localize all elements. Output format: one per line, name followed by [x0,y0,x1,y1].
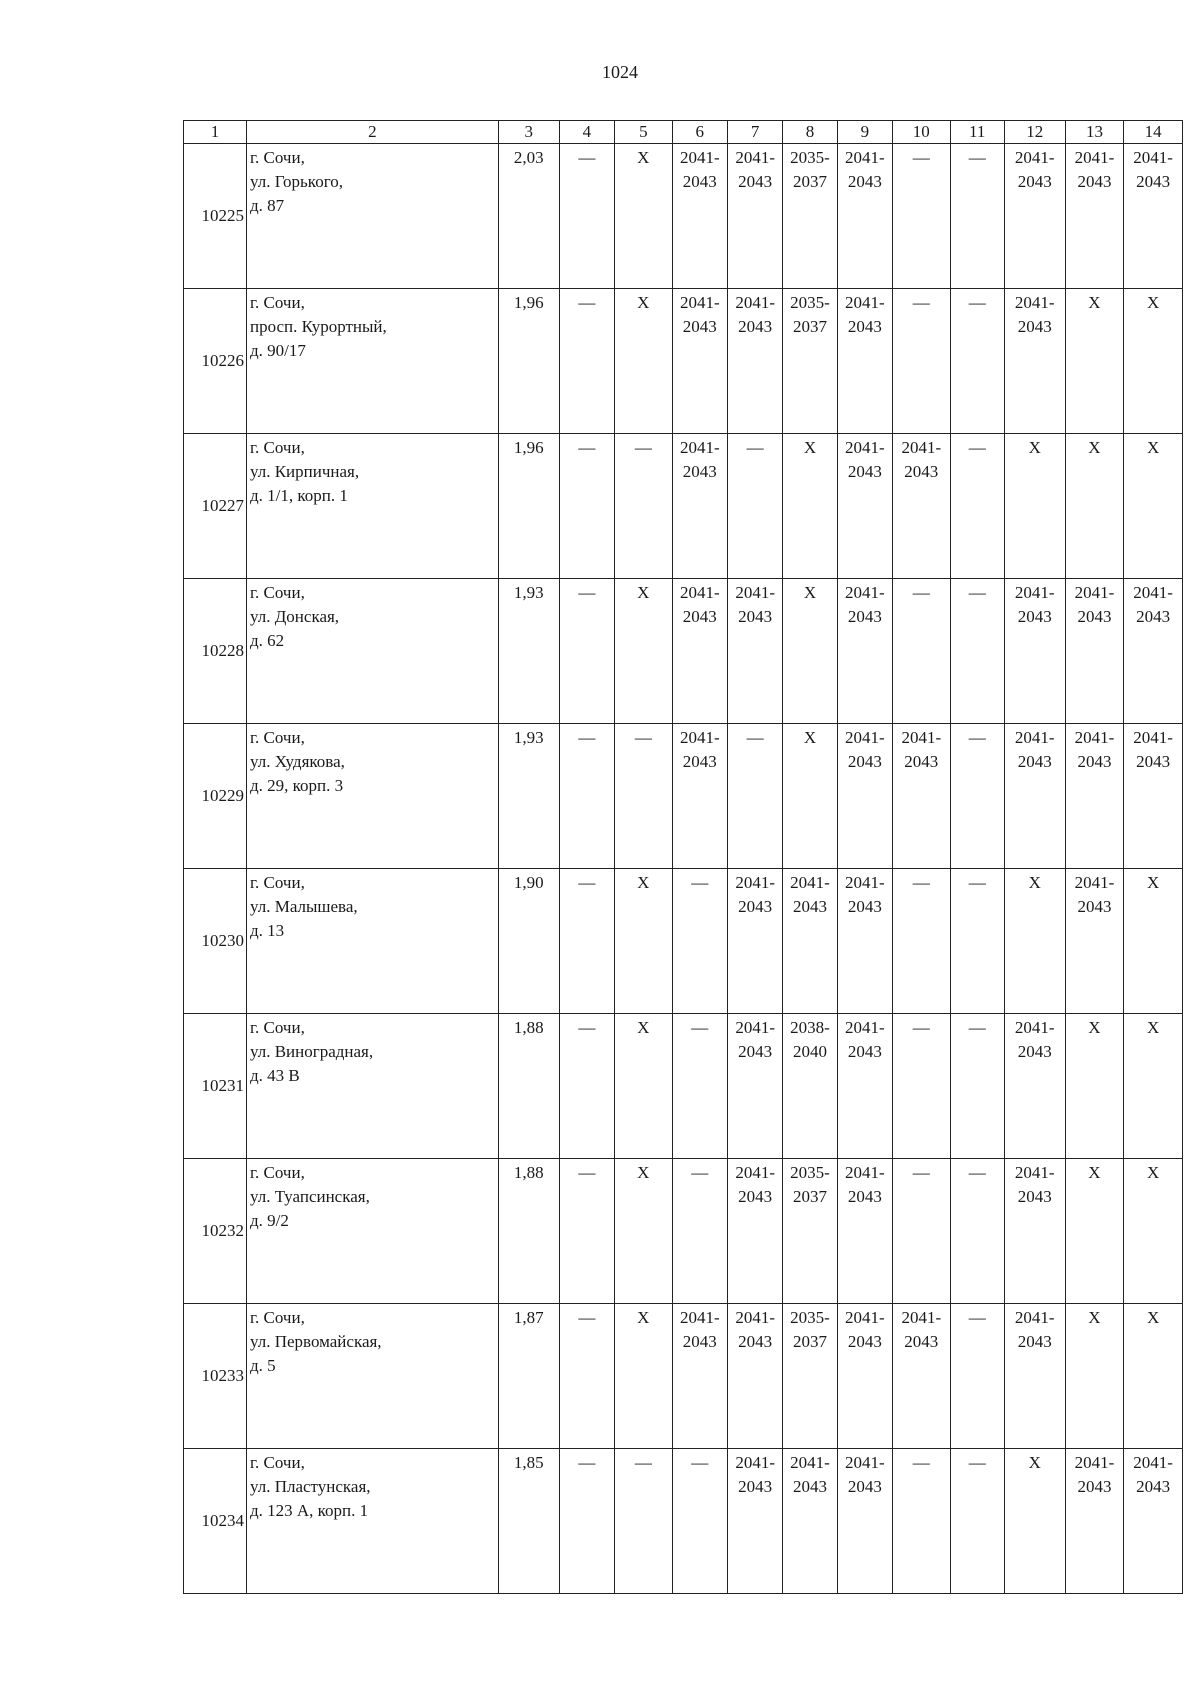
cell-line: 2043 [738,1332,773,1351]
cell-c10: — [893,144,951,289]
cell-line: 2038- [790,1018,830,1037]
cell-line: 2043 [1077,172,1112,191]
cell-c12 [1004,289,1065,434]
column-header-9: 9 [837,121,892,144]
table-row [184,579,1183,724]
address-line: г. Сочи, [249,438,305,457]
address-line: ул. Донская, [249,607,340,626]
cell-line: 2041- [790,1453,830,1472]
cell-line: 2041- [1074,728,1115,747]
cell-line: 2041- [1014,1018,1055,1037]
address-line: г. Сочи, [249,728,305,747]
cell-c4: — [559,1304,614,1449]
address-line: ул. Горького, [249,172,343,191]
cell-c13: X [1065,289,1124,434]
cell-c4: — [559,1014,614,1159]
cell-line: 2041- [844,583,885,602]
cell-line: 2043 [904,462,939,481]
cell-line: 2035- [790,148,830,167]
cell-line: 2043 [1017,752,1052,771]
cell-c10: — [893,869,951,1014]
column-header-14: 14 [1124,121,1183,144]
cell-line: 2041- [679,583,720,602]
cell-line: 2041- [735,1163,775,1182]
cell-line: 2041- [844,728,885,747]
cell-line: 2043 [847,752,882,771]
address-line: г. Сочи, [249,1018,305,1037]
cell-line: 2043 [1017,317,1052,336]
cell-line: 2037 [792,172,827,191]
cell-line: 2037 [792,317,827,336]
cell-c5: X [615,1304,673,1449]
cell-line: 2043 [792,1477,827,1496]
cell-c3: 1,90 [498,869,559,1014]
cell-c5: — [615,1449,673,1594]
cell-c7 [727,1014,782,1159]
cell-c7 [727,869,782,1014]
cell-c9 [837,724,892,869]
address-cell [246,1449,498,1594]
column-header-2: 2 [246,121,498,144]
cell-c10: — [893,1449,951,1594]
cell-line: 2043 [792,897,827,916]
cell-line: 2043 [847,317,882,336]
cell-c8: X [783,579,837,724]
address-cell [246,579,498,724]
column-header-10: 10 [893,121,951,144]
cell-c12 [1004,1014,1065,1159]
table-row [184,1449,1183,1594]
cell-c11: — [950,289,1004,434]
cell-line: 2041- [735,583,775,602]
cell-c4: — [559,1159,614,1304]
cell-line: 2040 [792,1042,827,1061]
cell-c5: X [615,144,673,289]
cell-line: 2041- [1133,728,1173,747]
cell-c7 [727,1304,782,1449]
cell-c13 [1065,579,1124,724]
cell-c12 [1004,1304,1065,1449]
address-line: г. Сочи, [249,148,305,167]
cell-c10: — [893,289,951,434]
cell-line: 2041- [735,1308,775,1327]
cell-line: 2041- [679,1308,720,1327]
cell-c8: X [783,724,837,869]
cell-line: 2041- [735,873,775,892]
cell-line: 2043 [847,1187,882,1206]
address-line: д. 90/17 [249,341,306,360]
cell-line: 2037 [792,1187,827,1206]
cell-line: 2043 [738,1187,773,1206]
address-line: д. 1/1, корп. 1 [249,486,348,505]
cell-c12 [1004,579,1065,724]
row-number: 10226 [184,289,247,434]
column-header-1: 1 [184,121,247,144]
cell-line: 2043 [1017,1187,1052,1206]
cell-c11: — [950,144,1004,289]
cell-c7 [727,144,782,289]
table-body [184,144,1183,1594]
cell-c14 [1124,579,1183,724]
cell-line: 2041- [1014,293,1055,312]
cell-line: 2043 [904,752,939,771]
cell-c11: — [950,579,1004,724]
cell-c14 [1124,724,1183,869]
cell-line: 2041- [1014,1308,1055,1327]
cell-line: 2041- [1014,728,1055,747]
cell-c6 [672,1304,727,1449]
cell-c5: X [615,1014,673,1159]
cell-c13 [1065,1449,1124,1594]
cell-c7 [727,1449,782,1594]
address-line: г. Сочи, [249,1308,305,1327]
cell-c6: — [672,1159,727,1304]
register-table [183,120,1183,1594]
cell-c14: X [1124,1014,1183,1159]
cell-c8 [783,1014,837,1159]
cell-line: 2041- [844,148,885,167]
cell-c10: — [893,1014,951,1159]
column-header-5: 5 [615,121,673,144]
cell-c12 [1004,144,1065,289]
cell-c10: — [893,1159,951,1304]
address-cell [246,724,498,869]
cell-c11: — [950,1159,1004,1304]
table-row [184,144,1183,289]
cell-c9 [837,1159,892,1304]
address-cell [246,869,498,1014]
cell-c6 [672,289,727,434]
cell-line: 2043 [682,1332,717,1351]
address-cell [246,434,498,579]
column-header-7: 7 [727,121,782,144]
cell-line: 2043 [1136,1477,1171,1496]
cell-c13: X [1065,1304,1124,1449]
cell-c13: X [1065,1159,1124,1304]
cell-c9 [837,1304,892,1449]
cell-line: 2035- [790,1308,830,1327]
cell-line: 2043 [738,607,773,626]
column-header-12: 12 [1004,121,1065,144]
cell-c5: X [615,869,673,1014]
cell-line: 2041- [1133,583,1173,602]
address-line: г. Сочи, [249,1163,305,1182]
cell-c8 [783,1159,837,1304]
row-number: 10229 [184,724,247,869]
cell-line: 2041- [790,873,830,892]
cell-c3: 1,96 [498,289,559,434]
cell-c12: X [1004,1449,1065,1594]
cell-line: 2043 [847,607,882,626]
cell-c7 [727,289,782,434]
cell-line: 2043 [682,752,717,771]
address-line: д. 13 [249,921,285,940]
cell-c7: — [727,434,782,579]
cell-line: 2041- [1074,873,1115,892]
cell-line: 2041- [901,438,942,457]
cell-c14 [1124,144,1183,289]
cell-line: 2043 [847,897,882,916]
cell-c7: — [727,724,782,869]
table-row [184,434,1183,579]
cell-c4: — [559,1449,614,1594]
cell-c4: — [559,434,614,579]
cell-c3: 1,87 [498,1304,559,1449]
cell-line: 2043 [1017,607,1052,626]
cell-c12 [1004,1159,1065,1304]
cell-line: 2041- [901,728,942,747]
address-line: г. Сочи, [249,583,305,602]
cell-c6: — [672,869,727,1014]
column-header-8: 8 [783,121,837,144]
cell-c6 [672,579,727,724]
cell-c3: 1,96 [498,434,559,579]
cell-c10 [893,434,951,579]
address-line: д. 5 [249,1356,276,1375]
cell-c14: X [1124,289,1183,434]
cell-c9 [837,579,892,724]
row-number: 10227 [184,434,247,579]
column-header-3: 3 [498,121,559,144]
cell-line: 2041- [844,1163,885,1182]
cell-line: 2037 [792,1332,827,1351]
address-cell [246,144,498,289]
cell-c12 [1004,724,1065,869]
cell-c11: — [950,434,1004,579]
cell-c6 [672,434,727,579]
cell-c10 [893,1304,951,1449]
cell-line: 2043 [738,897,773,916]
cell-c3: 1,85 [498,1449,559,1594]
cell-line: 2043 [738,172,773,191]
cell-line: 2041- [1014,148,1055,167]
address-line: ул. Худякова, [249,752,345,771]
cell-c7 [727,1159,782,1304]
row-number: 10232 [184,1159,247,1304]
cell-line: 2041- [844,1453,885,1472]
address-line: г. Сочи, [249,1453,305,1472]
cell-c6 [672,144,727,289]
table-row [184,724,1183,869]
cell-c8 [783,1304,837,1449]
column-header-13: 13 [1065,121,1124,144]
cell-line: 2041- [844,438,885,457]
cell-c5: — [615,434,673,579]
cell-line: 2043 [847,462,882,481]
cell-line: 2043 [904,1332,939,1351]
cell-c9 [837,434,892,579]
cell-c11: — [950,1014,1004,1159]
cell-c11: — [950,724,1004,869]
address-line: д. 9/2 [249,1211,289,1230]
cell-line: 2043 [847,172,882,191]
cell-c9 [837,144,892,289]
cell-line: 2035- [790,293,830,312]
cell-line: 2041- [1133,148,1173,167]
cell-c3: 2,03 [498,144,559,289]
cell-line: 2041- [901,1308,942,1327]
table-row [184,1014,1183,1159]
cell-c14: X [1124,1159,1183,1304]
cell-line: 2041- [844,1018,885,1037]
cell-c9 [837,1449,892,1594]
cell-line: 2043 [847,1477,882,1496]
cell-line: 2041- [1014,1163,1055,1182]
cell-c12: X [1004,434,1065,579]
address-line: г. Сочи, [249,873,305,892]
cell-line: 2043 [1077,1477,1112,1496]
cell-line: 2041- [1074,1453,1115,1472]
address-cell [246,289,498,434]
row-number: 10228 [184,579,247,724]
row-number: 10234 [184,1449,247,1594]
cell-c13 [1065,869,1124,1014]
table-row [184,869,1183,1014]
cell-line: 2041- [679,728,720,747]
address-line: г. Сочи, [249,293,305,312]
cell-line: 2041- [679,148,720,167]
cell-line: 2043 [738,1042,773,1061]
cell-line: 2043 [682,462,717,481]
cell-line: 2041- [679,438,720,457]
cell-line: 2041- [1074,148,1115,167]
cell-c8 [783,1449,837,1594]
cell-line: 2041- [844,293,885,312]
address-line: ул. Пластунская, [249,1477,371,1496]
cell-c8 [783,144,837,289]
cell-c14: X [1124,869,1183,1014]
cell-line: 2043 [682,607,717,626]
cell-line: 2043 [1136,607,1171,626]
cell-line: 2043 [1136,752,1171,771]
column-header-11: 11 [950,121,1004,144]
cell-c11: — [950,1304,1004,1449]
cell-c6: — [672,1014,727,1159]
cell-line: 2043 [1077,752,1112,771]
cell-c5: X [615,289,673,434]
cell-line: 2043 [1017,1042,1052,1061]
cell-c4: — [559,724,614,869]
cell-c3: 1,88 [498,1159,559,1304]
address-cell [246,1304,498,1449]
address-line: ул. Малышева, [249,897,358,916]
cell-c4: — [559,579,614,724]
cell-c13: X [1065,1014,1124,1159]
cell-line: 2043 [1017,1332,1052,1351]
cell-c14: X [1124,434,1183,579]
row-number: 10231 [184,1014,247,1159]
address-line: просп. Курортный, [249,317,387,336]
address-line: ул. Туапсинская, [249,1187,370,1206]
cell-line: 2041- [844,873,885,892]
address-line: д. 123 А, корп. 1 [249,1501,369,1520]
cell-c11: — [950,1449,1004,1594]
cell-line: 2043 [1077,897,1112,916]
cell-c3: 1,93 [498,579,559,724]
table-row [184,289,1183,434]
table-row [184,1159,1183,1304]
cell-c10: — [893,579,951,724]
cell-c14: X [1124,1304,1183,1449]
cell-c9 [837,1014,892,1159]
cell-c6: — [672,1449,727,1594]
address-cell [246,1159,498,1304]
cell-line: 2041- [735,1453,775,1472]
cell-line: 2043 [1017,172,1052,191]
address-line: ул. Кирпичная, [249,462,360,481]
cell-c5: X [615,579,673,724]
cell-line: 2043 [847,1332,882,1351]
cell-c5: X [615,1159,673,1304]
address-line: д. 43 В [249,1066,300,1085]
cell-c9 [837,289,892,434]
cell-c13 [1065,144,1124,289]
cell-line: 2041- [1074,583,1115,602]
cell-line: 2041- [735,1018,775,1037]
cell-line: 2041- [735,293,775,312]
cell-c8 [783,869,837,1014]
cell-c3: 1,93 [498,724,559,869]
header-row [184,121,1183,144]
cell-c10 [893,724,951,869]
cell-line: 2041- [735,148,775,167]
address-line: ул. Виноградная, [249,1042,374,1061]
cell-c9 [837,869,892,1014]
cell-c8 [783,289,837,434]
row-number: 10230 [184,869,247,1014]
address-cell [246,1014,498,1159]
row-number: 10225 [184,144,247,289]
cell-c6 [672,724,727,869]
cell-line: 2041- [679,293,720,312]
column-header-4: 4 [559,121,614,144]
cell-c4: — [559,144,614,289]
cell-c13: X [1065,434,1124,579]
cell-c13 [1065,724,1124,869]
cell-c3: 1,88 [498,1014,559,1159]
cell-line: 2041- [1133,1453,1173,1472]
cell-line: 2041- [1014,583,1055,602]
cell-line: 2043 [682,317,717,336]
cell-line: 2043 [738,317,773,336]
address-line: д. 62 [249,631,285,650]
cell-line: 2043 [847,1042,882,1061]
page-number: 1024 [602,62,638,82]
column-header-6: 6 [672,121,727,144]
cell-c4: — [559,869,614,1014]
cell-c7 [727,579,782,724]
table-row [184,1304,1183,1449]
address-line: д. 29, корп. 3 [249,776,344,795]
row-number: 10233 [184,1304,247,1449]
cell-c14 [1124,1449,1183,1594]
cell-line: 2035- [790,1163,830,1182]
cell-c8: X [783,434,837,579]
address-line: ул. Первомайская, [249,1332,382,1351]
cell-c11: — [950,869,1004,1014]
cell-c5: — [615,724,673,869]
cell-line: 2041- [844,1308,885,1327]
address-line: д. 87 [249,196,285,215]
cell-line: 2043 [1136,172,1171,191]
cell-line: 2043 [1077,607,1112,626]
cell-line: 2043 [738,1477,773,1496]
cell-line: 2043 [682,172,717,191]
table-header [184,121,1183,144]
cell-c4: — [559,289,614,434]
cell-c12: X [1004,869,1065,1014]
